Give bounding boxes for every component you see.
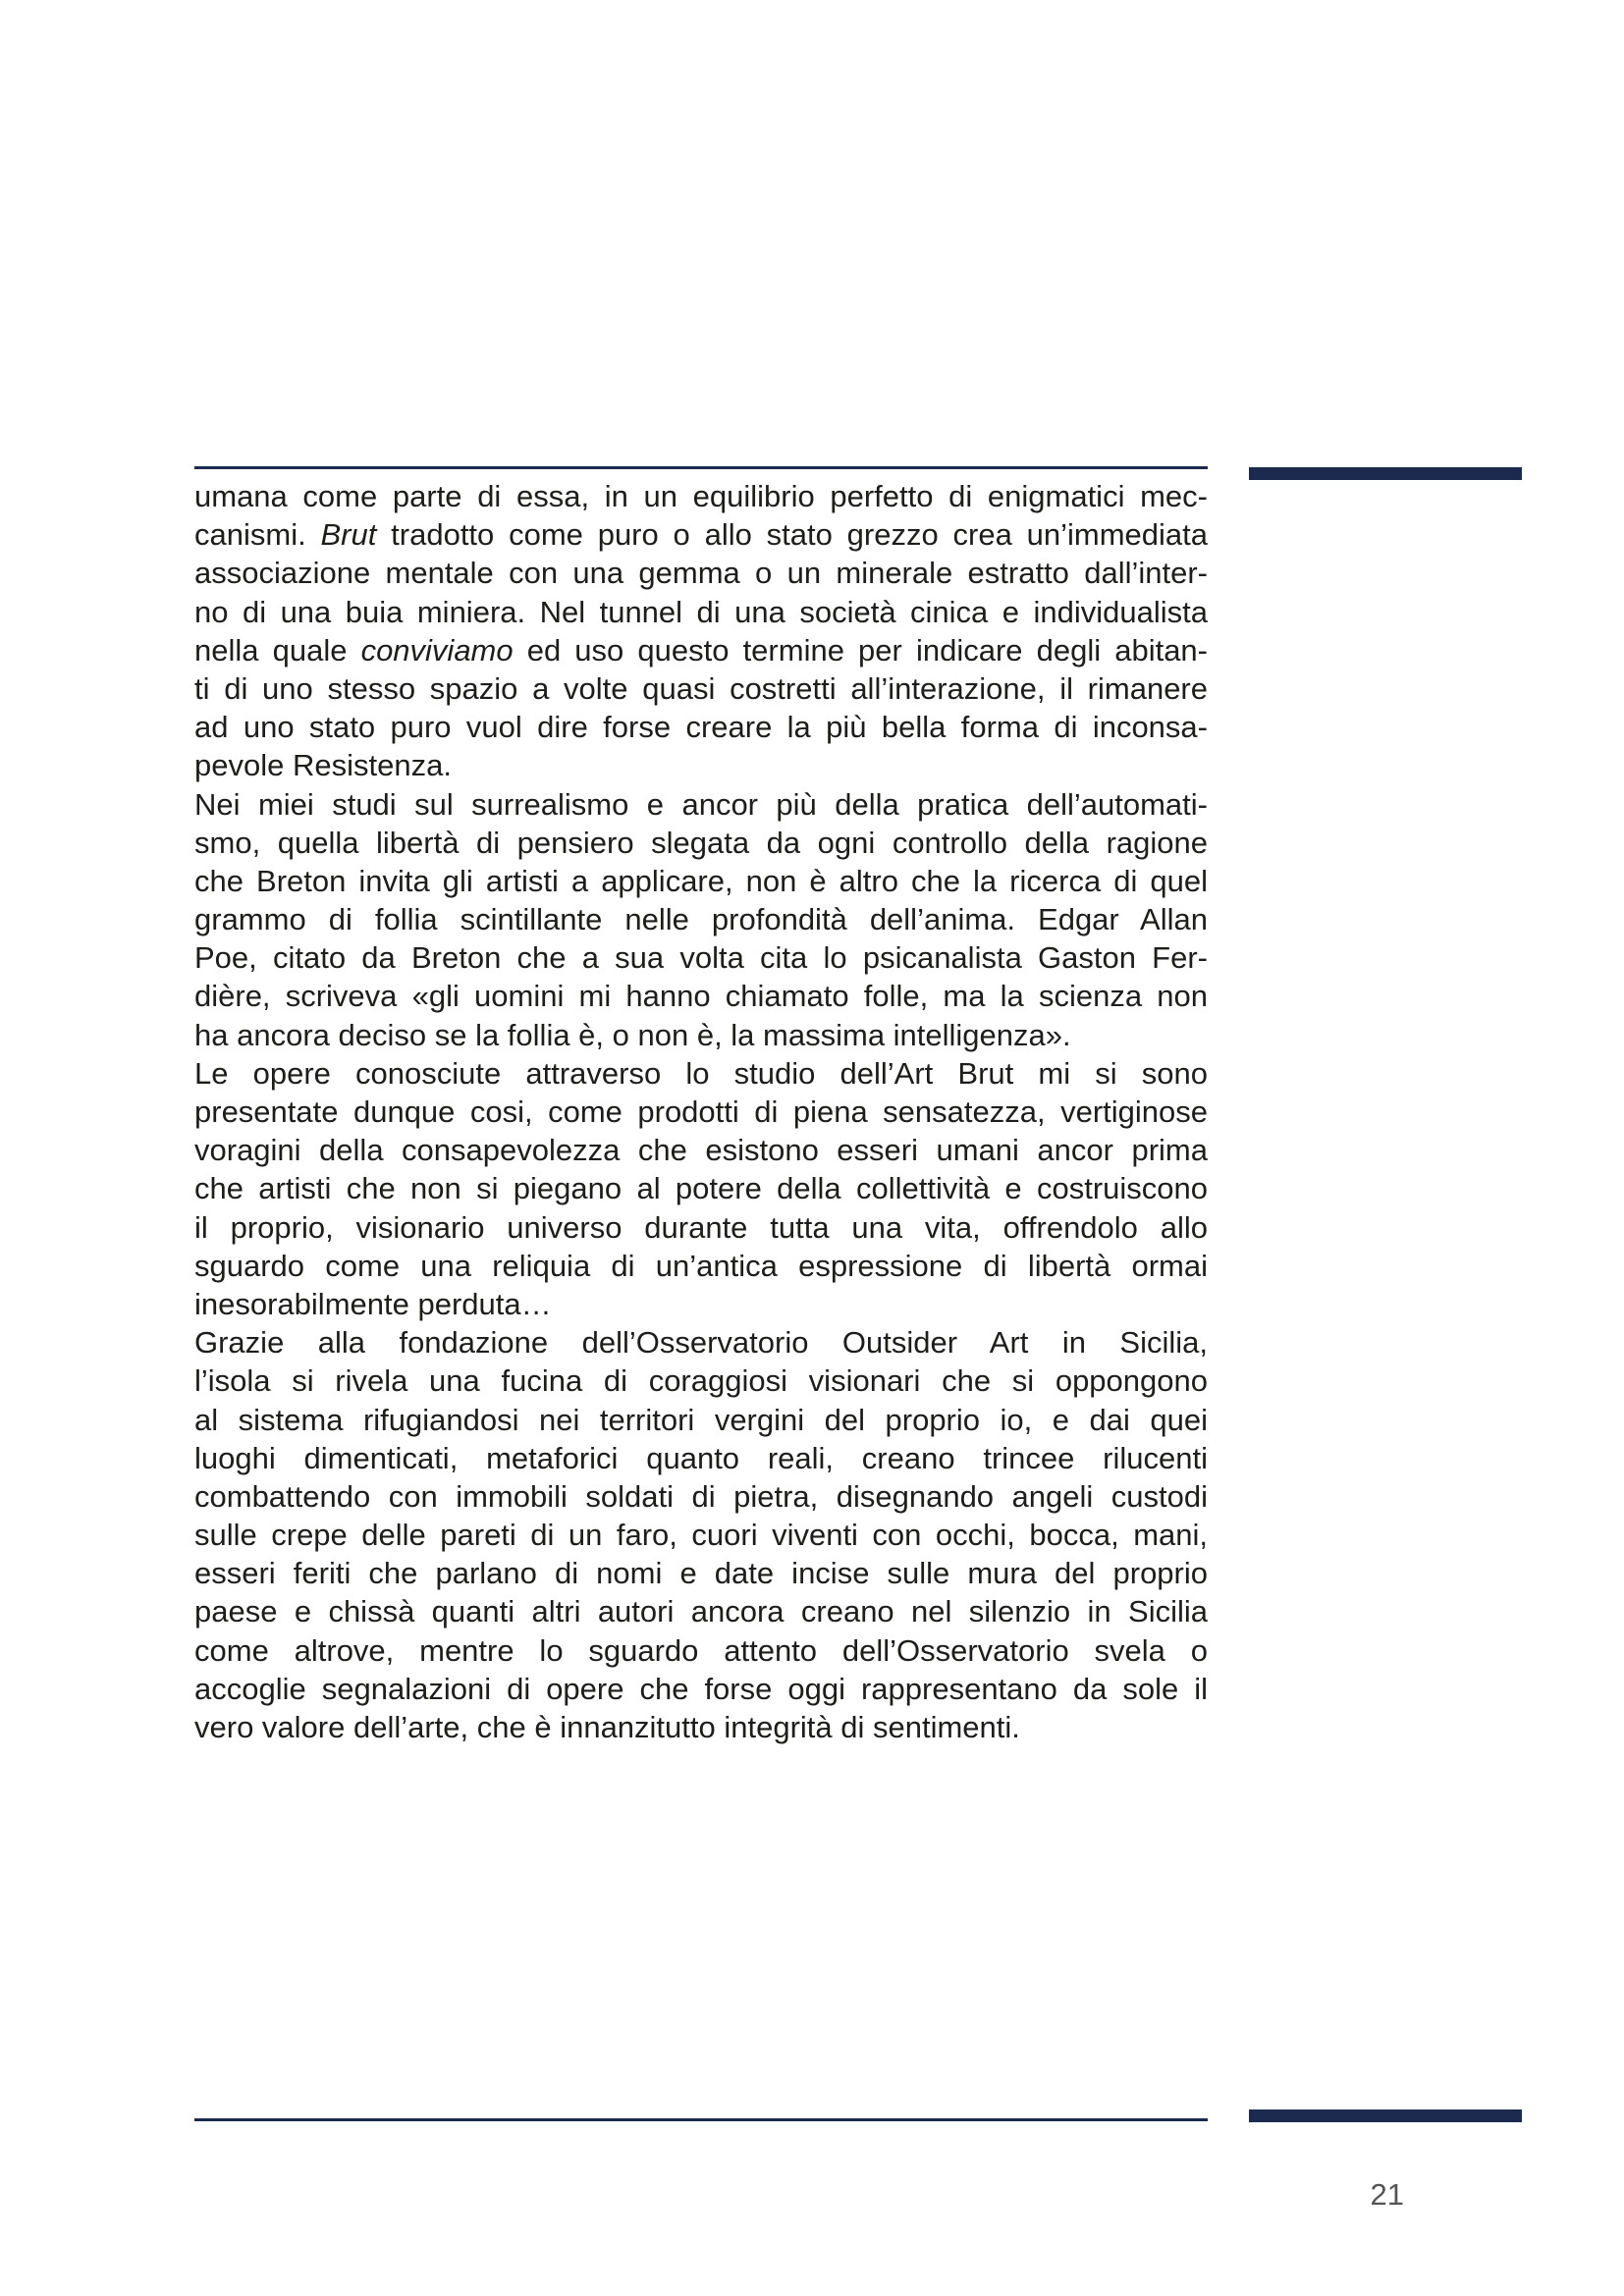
- text-line: luoghi dimenticati, metaforici quanto reali, creano trincee rilucenti: [194, 1440, 1208, 1475]
- text-line: l’isola si rivela una fucina di coraggiosi visionari che si oppongono: [194, 1363, 1208, 1399]
- text-line: no di una buia miniera. Nel tunnel di una società cinica e individualista: [194, 594, 1208, 629]
- text-line: smo, quella libertà di pensiero slegata da ogni controllo della ragione: [194, 825, 1208, 860]
- italic-word: Brut: [320, 517, 377, 553]
- paragraph: [194, 477, 1208, 785]
- text-line: Poe, citato da Breton che a sua volta cita lo psicanalista Gaston Fer-: [194, 940, 1208, 976]
- text-line: il proprio, visionario universo durante tutta una vita, offrendolo allo: [194, 1209, 1208, 1245]
- text-line: grammo di follia scintillante nelle profondità dell’anima. Edgar Allan: [194, 902, 1208, 937]
- text-run: nella quale: [194, 632, 361, 667]
- text-line: pevole Resistenza.: [194, 748, 452, 783]
- text-line: Le opere conosciute attraverso lo studio dell’Art Brut mi si sono: [194, 1055, 1208, 1091]
- text-line: vero valore dell’arte, che è innanzitutto integrità di sentimenti.: [194, 1710, 1020, 1744]
- bottom-rule-thick: [1249, 2109, 1522, 2122]
- paragraph: [194, 785, 1208, 1054]
- text-line: inesorabilmente perduta…: [194, 1286, 552, 1321]
- top-rule-thin: [194, 466, 1208, 469]
- text-run: canismi.: [194, 517, 321, 553]
- text-line: ti di uno stesso spazio a volte quasi costretti all’interazione, il rimanere: [194, 670, 1208, 706]
- paragraph: [194, 1054, 1208, 1323]
- text-line: sguardo come una reliquia di un’antica espressione di libertà ormai: [194, 1248, 1208, 1283]
- text-line: ad uno stato puro vuol dire forse creare la più bella forma di inconsa-: [194, 710, 1208, 745]
- text-line: sulle crepe delle pareti di un faro, cuori viventi con occhi, bocca, mani,: [194, 1518, 1208, 1553]
- bottom-rule-thin: [194, 2118, 1208, 2121]
- text-line: dière, scriveva «gli uomini mi hanno chiamato folle, ma la scienza non: [194, 979, 1208, 1014]
- text-run: tradotto come puro o allo stato grezzo crea un’immediata: [376, 517, 1208, 553]
- text-line: associazione mentale con una gemma o un minerale estratto dall’inter-: [194, 556, 1208, 591]
- page-number: 21: [1370, 2177, 1404, 2212]
- text-line: [194, 631, 1208, 669]
- text-line: esseri feriti che parlano di nomi e date incise sulle mura del proprio: [194, 1556, 1208, 1591]
- text-run: ed uso questo termine per indicare degli abitan-: [513, 632, 1208, 667]
- text-line: presentate dunque cosi, come prodotti di piena sensatezza, vertiginose: [194, 1095, 1208, 1129]
- text-line: che Breton invita gli artisti a applicare, non è altro che la ricerca di quel: [194, 863, 1208, 898]
- text-line: voragini della consapevolezza che esistono esseri umani ancor prima: [194, 1133, 1208, 1168]
- text-line: ha ancora deciso se la follia è, o non è, la massima intelligenza».: [194, 1017, 1071, 1052]
- text-line: combattendo con immobili soldati di pietra, disegnando angeli custodi: [194, 1478, 1208, 1514]
- text-line: umana come parte di essa, in un equilibrio perfetto di enigmatici mec-: [194, 479, 1208, 513]
- text-line: al sistema rifugiandosi nei territori vergini del proprio io, e dai quei: [194, 1402, 1208, 1437]
- body-text: [194, 477, 1208, 1746]
- text-line: come altrove, mentre lo sguardo attento dell’Osservatorio svela o: [194, 1632, 1208, 1668]
- top-rule-thick: [1249, 467, 1522, 480]
- text-line: paese e chissà quanti altri autori ancora creano nel silenzio in Sicilia: [194, 1594, 1208, 1629]
- paragraph: [194, 1323, 1208, 1746]
- text-line: Nei miei studi sul surrealismo e ancor più della pratica dell’automati-: [194, 786, 1208, 822]
- text-line: che artisti che non si piegano al potere della collettività e costruiscono: [194, 1171, 1208, 1206]
- text-line: accoglie segnalazioni di opere che forse oggi rappresentano da sole il: [194, 1671, 1208, 1706]
- italic-word: conviviamo: [360, 632, 514, 667]
- text-line: [194, 515, 1208, 554]
- text-line: Grazie alla fondazione dell’Osservatorio Outsider Art in Sicilia,: [194, 1325, 1208, 1361]
